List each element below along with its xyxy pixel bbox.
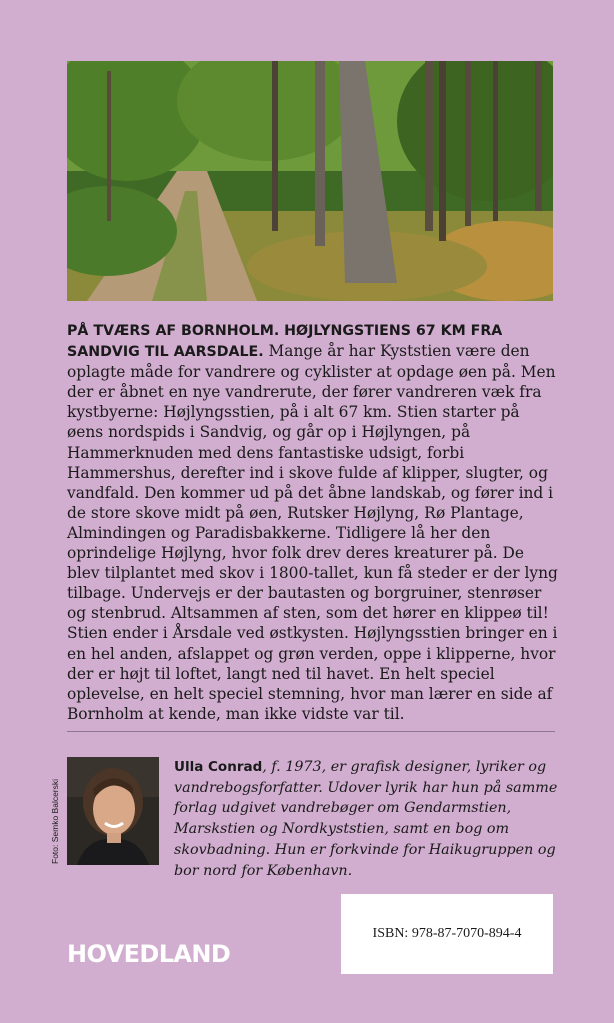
author-bio-text: , f. 1973, er grafisk designer, lyriker og vandrebogsforfatter. Udover lyrik har hun på samme forlag udgivet vandrebøger om Gendarmstien, Marskstien og Nordkyststien, samt en bog om skovbadning. Hun er forkvinde for Haikugruppen og bor nord for København. xyxy=(174,759,558,879)
author-name: Ulla Conrad xyxy=(174,759,263,775)
isbn-box xyxy=(341,894,553,974)
isbn: ISBN: 978-87-7070-894-4 xyxy=(372,926,522,941)
divider xyxy=(67,731,555,732)
author-photo xyxy=(67,757,159,865)
author-bio xyxy=(174,757,559,881)
forest-path-photo xyxy=(67,61,553,301)
publisher-logo: HOVEDLAND xyxy=(67,940,231,968)
description-text: Mange år har Kyststien være den oplagte måde for vandrere og cyklister at opdage øen på. Men der er åbnet en nye vandrerute, der fører vandreren væk fra kystbyerne: Højlyngsstien, på i alt 67 km. Stien starter på øens nordspids i Sandvig, og går op i Højlyngen, på Hammerknuden med dens fantastiske udsigt, forbi Hammershus, derefter ind i skove fulde af klipper, slugter, og vandfald. Den kommer ud på det åbne landskab, og fører ind i de store skove midt på øen, Rutsker Højlyng, Rø Plantage, Almindingen og Paradisbakkerne. Tidligere lå her den oprindelige Højlyng, hvor folk drev deres kreaturer på. De blev tilplantet med skov i 1800-tallet, kun få steder er der lyng tilbage. Undervejs er der bautasten og borgruiner, stenrøser og stenbrud. Altsammen af sten, som det hører en klippeø til! Stien ender i Årsdale ved østkysten. Højlyngsstien bringer en i en hel anden, afslappet og grøn verden, oppe i klipperne, hvor der er højt til loftet, langt ned til havet. En helt speciel oplevelse, en helt speciel stemning, hvor man lærer en side af Bornholm at kende, man ikke vidste var til. xyxy=(67,342,558,723)
description-lead: PÅ TVÆRS AF BORNHOLM. HØJLYNGSTIENS 67 KM FRA SANDVIG TIL AARSDALE. xyxy=(67,323,503,361)
photo-credit: Foto: Semko Balcerski xyxy=(50,778,60,864)
book-description xyxy=(67,320,559,724)
